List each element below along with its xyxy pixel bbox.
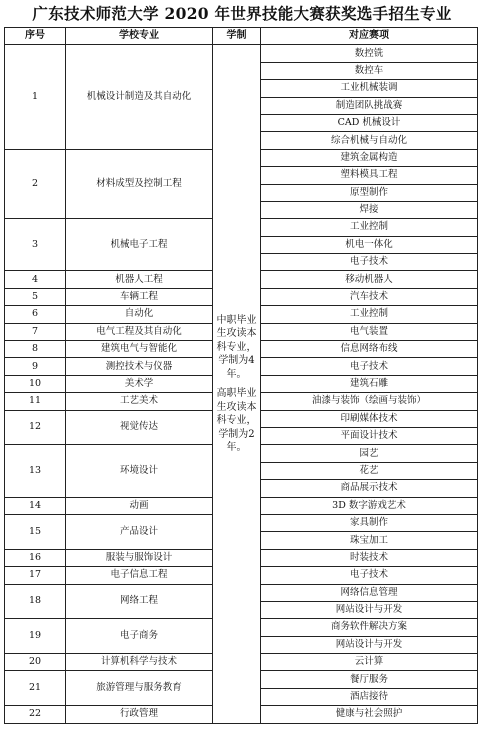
major-name: 动画 bbox=[66, 497, 213, 514]
competition-event: 机电一体化 bbox=[261, 236, 478, 253]
major-name: 美术学 bbox=[66, 375, 213, 392]
note-secondary-vocational: 中职毕业生攻读本科专业，学制为4年。 bbox=[216, 314, 257, 380]
row-number: 7 bbox=[5, 323, 66, 340]
competition-event: 印刷媒体技术 bbox=[261, 410, 478, 427]
table-header-row bbox=[5, 28, 478, 45]
major-name: 建筑电气与智能化 bbox=[66, 341, 213, 358]
row-number: 14 bbox=[5, 497, 66, 514]
competition-event: 云计算 bbox=[261, 654, 478, 671]
row-number: 13 bbox=[5, 445, 66, 497]
table-row bbox=[5, 45, 478, 62]
row-number: 21 bbox=[5, 671, 66, 706]
major-name: 自动化 bbox=[66, 306, 213, 323]
competition-event: 网站设计与开发 bbox=[261, 601, 478, 618]
header-no: 序号 bbox=[5, 28, 66, 45]
major-name: 工艺美术 bbox=[66, 393, 213, 410]
row-number: 15 bbox=[5, 514, 66, 549]
header-system: 学制 bbox=[213, 28, 261, 45]
row-number: 4 bbox=[5, 271, 66, 288]
study-duration-note bbox=[213, 45, 261, 723]
competition-event: 家具制作 bbox=[261, 514, 478, 531]
major-name: 产品设计 bbox=[66, 514, 213, 549]
competition-event: 电子技术 bbox=[261, 358, 478, 375]
header-major: 学校专业 bbox=[66, 28, 213, 45]
competition-event: 健康与社会照护 bbox=[261, 706, 478, 723]
competition-event: 平面设计技术 bbox=[261, 427, 478, 444]
row-number: 16 bbox=[5, 549, 66, 566]
row-number: 3 bbox=[5, 219, 66, 271]
row-number: 6 bbox=[5, 306, 66, 323]
row-number: 2 bbox=[5, 149, 66, 219]
competition-event: 商品展示技术 bbox=[261, 480, 478, 497]
competition-event: 原型制作 bbox=[261, 184, 478, 201]
competition-event: 制造团队挑战赛 bbox=[261, 97, 478, 114]
row-number: 9 bbox=[5, 358, 66, 375]
competition-event: 酒店接待 bbox=[261, 688, 478, 705]
competition-event: 建筑金属构造 bbox=[261, 149, 478, 166]
competition-event: 焊接 bbox=[261, 201, 478, 218]
competition-event: 餐厅服务 bbox=[261, 671, 478, 688]
competition-event: 商务软件解决方案 bbox=[261, 619, 478, 636]
row-number: 8 bbox=[5, 341, 66, 358]
major-name: 机械电子工程 bbox=[66, 219, 213, 271]
major-name: 计算机科学与技术 bbox=[66, 654, 213, 671]
competition-event: 珠宝加工 bbox=[261, 532, 478, 549]
major-name: 电子信息工程 bbox=[66, 567, 213, 584]
major-name: 车辆工程 bbox=[66, 288, 213, 305]
major-name: 材料成型及控制工程 bbox=[66, 149, 213, 219]
competition-event: 数控车 bbox=[261, 62, 478, 79]
major-name: 电气工程及其自动化 bbox=[66, 323, 213, 340]
major-name: 机器人工程 bbox=[66, 271, 213, 288]
competition-event: 塑料模具工程 bbox=[261, 167, 478, 184]
competition-event: 工业控制 bbox=[261, 219, 478, 236]
header-events: 对应赛项 bbox=[261, 28, 478, 45]
majors-table bbox=[4, 27, 478, 724]
competition-event: 园艺 bbox=[261, 445, 478, 462]
competition-event: 汽车技术 bbox=[261, 288, 478, 305]
major-name: 视觉传达 bbox=[66, 410, 213, 445]
competition-event: 网络信息管理 bbox=[261, 584, 478, 601]
row-number: 17 bbox=[5, 567, 66, 584]
row-number: 19 bbox=[5, 619, 66, 654]
page-title: 广东技术师范大学 2020 年世界技能大赛获奖选手招生专业 bbox=[32, 4, 452, 23]
competition-event: 时装技术 bbox=[261, 549, 478, 566]
competition-event: 综合机械与自动化 bbox=[261, 132, 478, 149]
row-number: 18 bbox=[5, 584, 66, 619]
competition-event: 移动机器人 bbox=[261, 271, 478, 288]
competition-event: 油漆与装饰（绘画与装饰） bbox=[261, 393, 478, 410]
competition-event: 电子技术 bbox=[261, 254, 478, 271]
row-number: 1 bbox=[5, 45, 66, 149]
major-name: 行政管理 bbox=[66, 706, 213, 723]
competition-event: 网站设计与开发 bbox=[261, 636, 478, 653]
competition-event: 电气装置 bbox=[261, 323, 478, 340]
competition-event: 数控铣 bbox=[261, 45, 478, 62]
row-number: 5 bbox=[5, 288, 66, 305]
major-name: 电子商务 bbox=[66, 619, 213, 654]
competition-event: 花艺 bbox=[261, 462, 478, 479]
competition-event: CAD 机械设计 bbox=[261, 114, 478, 131]
note-higher-vocational: 高职毕业生攻读本科专业，学制为2年。 bbox=[216, 388, 257, 453]
row-number: 11 bbox=[5, 393, 66, 410]
major-name: 测控技术与仪器 bbox=[66, 358, 213, 375]
competition-event: 建筑石雕 bbox=[261, 375, 478, 392]
competition-event: 信息网络布线 bbox=[261, 341, 478, 358]
competition-event: 工业机械装调 bbox=[261, 80, 478, 97]
major-name: 网络工程 bbox=[66, 584, 213, 619]
row-number: 12 bbox=[5, 410, 66, 445]
row-number: 22 bbox=[5, 706, 66, 723]
row-number: 10 bbox=[5, 375, 66, 392]
major-name: 机械设计制造及其自动化 bbox=[66, 45, 213, 149]
major-name: 服装与服饰设计 bbox=[66, 549, 213, 566]
competition-event: 电子技术 bbox=[261, 567, 478, 584]
major-name: 环境设计 bbox=[66, 445, 213, 497]
major-name: 旅游管理与服务教育 bbox=[66, 671, 213, 706]
competition-event: 3D 数字游戏艺术 bbox=[261, 497, 478, 514]
row-number: 20 bbox=[5, 654, 66, 671]
competition-event: 工业控制 bbox=[261, 306, 478, 323]
